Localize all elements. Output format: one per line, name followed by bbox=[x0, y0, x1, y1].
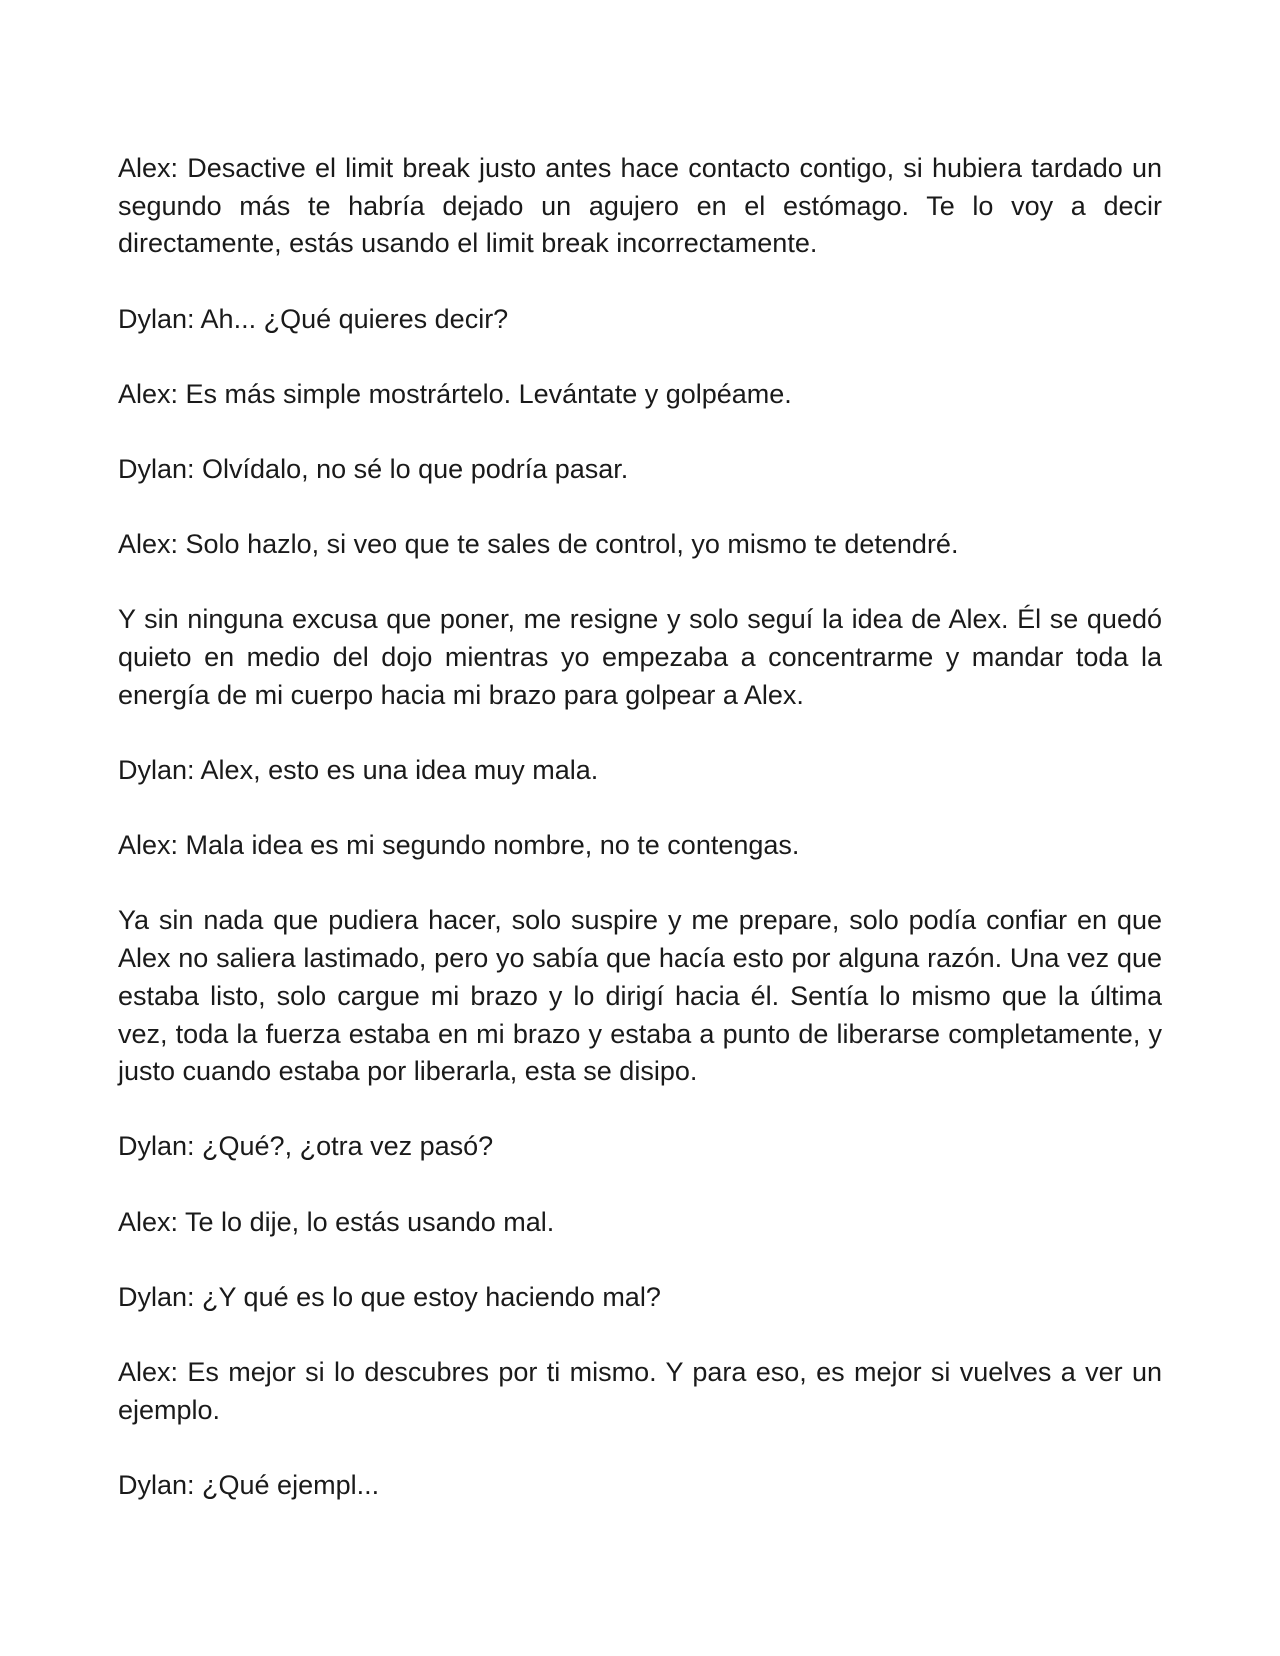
paragraph-10: Dylan: ¿Qué?, ¿otra vez pasó? bbox=[118, 1131, 494, 1162]
paragraph-13: Alex: Es mejor si lo descubres por ti mismo. Y para eso, es mejor si vuelves a ver un ejemplo. bbox=[118, 1357, 1162, 1425]
paragraph-5: Alex: Solo hazlo, si veo que te sales de control, yo mismo te detendré. bbox=[118, 529, 959, 560]
paragraph-4: Dylan: Olvídalo, no sé lo que podría pasar. bbox=[118, 454, 629, 485]
paragraph-7: Dylan: Alex, esto es una idea muy mala. bbox=[118, 755, 599, 786]
paragraph-11: Alex: Te lo dije, lo estás usando mal. bbox=[118, 1206, 555, 1237]
paragraph-1: Alex: Desactive el limit break justo antes hace contacto contigo, si hubiera tardado un segundo más te habría dejado un agujero en el estómago. Te lo voy a decir directamente, estás usando el limit break incorrectamente. bbox=[118, 153, 1162, 259]
paragraph-12: Dylan: ¿Y qué es lo que estoy haciendo mal? bbox=[118, 1281, 661, 1312]
document-page bbox=[118, 150, 1162, 1505]
paragraph-9: Ya sin nada que pudiera hacer, solo suspire y me prepare, solo podía confiar en que Alex no saliera lastimado, pero yo sabía que hacía esto por alguna razón. Una vez que estaba listo, solo cargue mi brazo y lo dirigí hacia él. Sentía lo mismo que la última vez, toda la fuerza estaba en mi brazo y estaba a punto de liberarse completamente, y justo cuando estaba por liberarla, esta se disipo. bbox=[118, 905, 1162, 1087]
paragraph-2: Dylan: Ah... ¿Qué quieres decir? bbox=[118, 303, 509, 334]
paragraph-14: Dylan: ¿Qué ejempl... bbox=[118, 1469, 380, 1500]
paragraph-8: Alex: Mala idea es mi segundo nombre, no te contengas. bbox=[118, 830, 800, 861]
paragraph-6: Y sin ninguna excusa que poner, me resigne y solo seguí la idea de Alex. Él se quedó quieto en medio del dojo mientras yo empezaba a concentrarme y mandar toda la energía de mi cuerpo hacia mi brazo para golpear a Alex. bbox=[118, 604, 1162, 710]
paragraph-3: Alex: Es más simple mostrártelo. Levántate y golpéame. bbox=[118, 378, 792, 409]
